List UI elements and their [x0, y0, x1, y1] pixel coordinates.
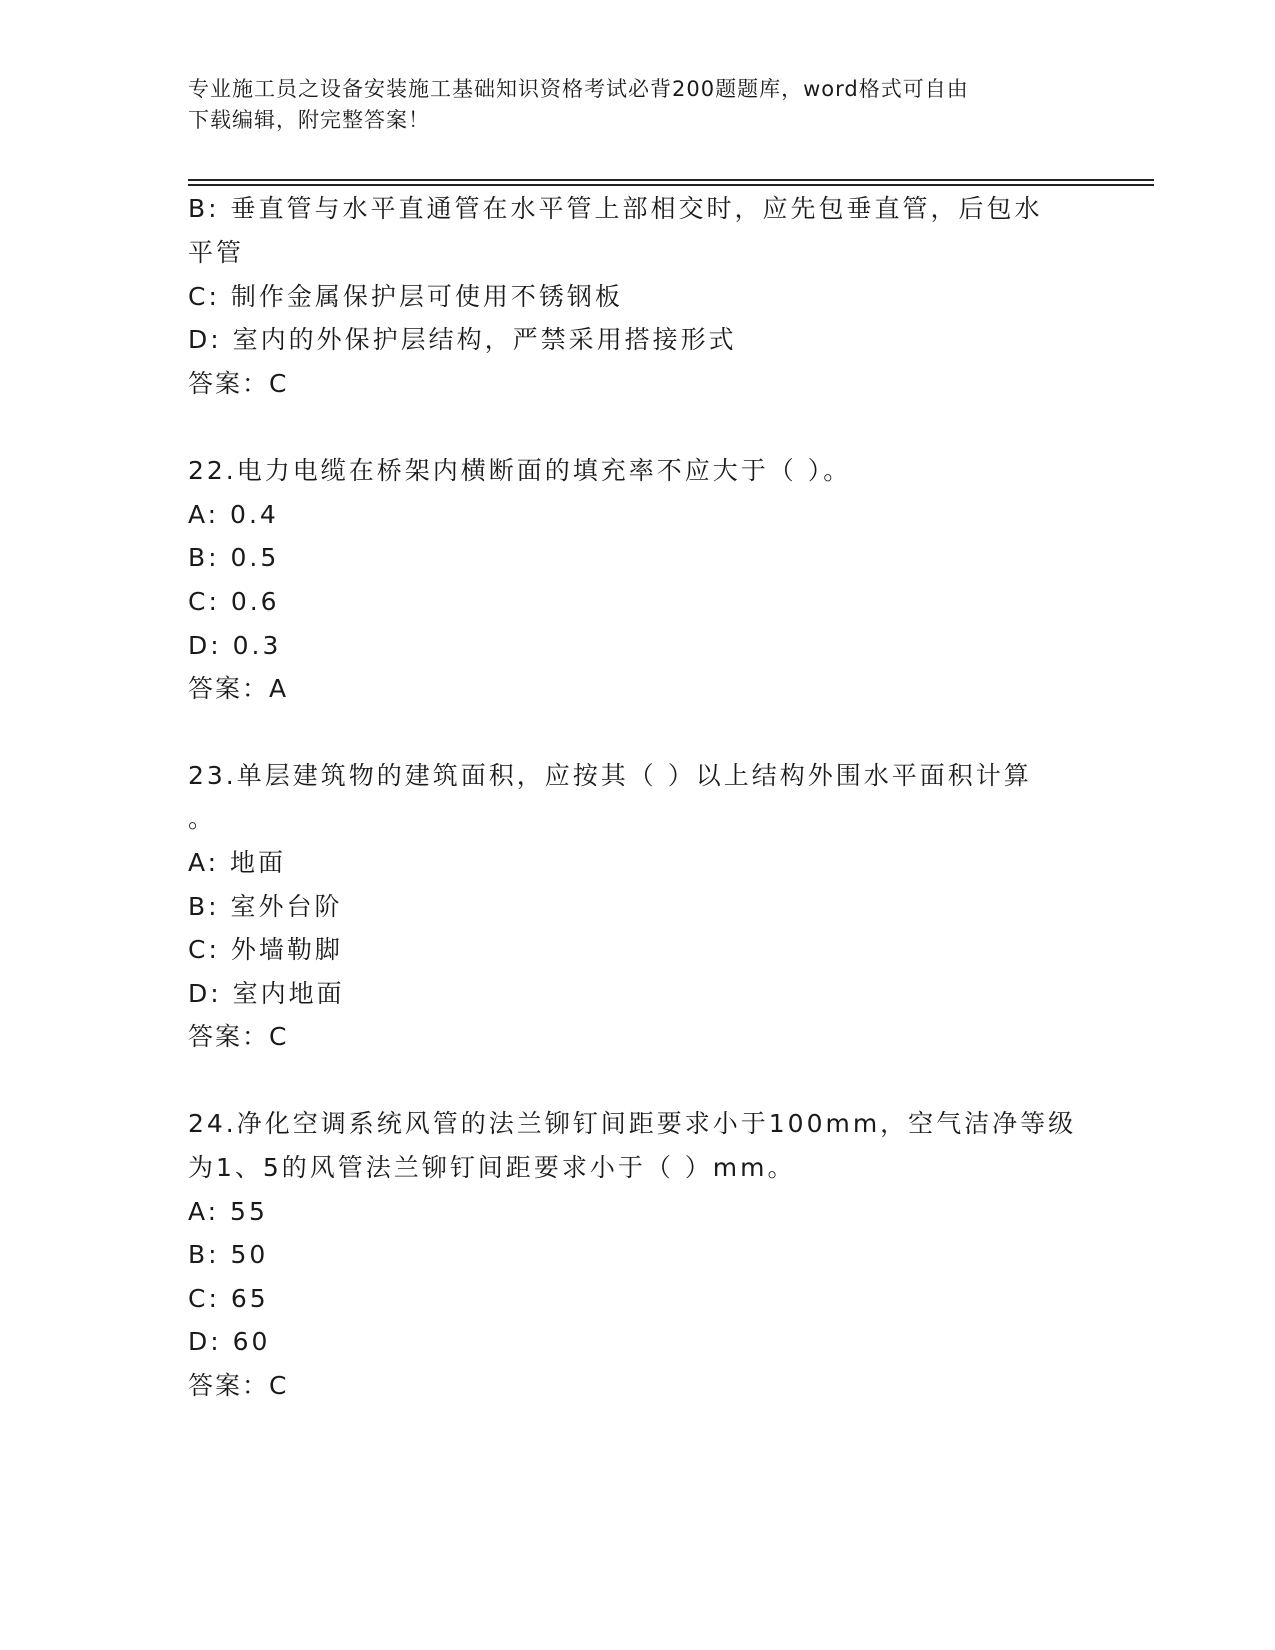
q23-option-b: B: 室外台阶 [188, 892, 343, 921]
header-divider-bottom [188, 184, 1154, 186]
q22-option-c: C: 0.6 [188, 587, 280, 616]
document-header [188, 74, 1068, 136]
q23-question-line-2: 。 [188, 804, 217, 833]
q23-option-a: A: 地面 [188, 848, 287, 877]
q24-option-b: B: 50 [188, 1240, 269, 1269]
q23-answer: 答案：C [188, 1022, 289, 1051]
q22-question: 22.电力电缆在桥架内横断面的填充率不应大于（ ）。 [188, 456, 852, 485]
q22-option-b: B: 0.5 [188, 543, 280, 572]
q22-option-a: A: 0.4 [188, 500, 279, 529]
q21-option-b-line-1: B: 垂直管与水平直通管在水平管上部相交时，应先包垂直管，后包水 [188, 194, 1043, 223]
header-title-line-2: 下载编辑，附完整答案！ [188, 108, 430, 132]
q24-option-a: A: 55 [188, 1197, 268, 1226]
q23-question-line-1: 23.单层建筑物的建筑面积，应按其（ ）以上结构外围水平面积计算 [188, 761, 1032, 790]
header-divider-top [188, 179, 1154, 181]
q21-answer: 答案：C [188, 369, 289, 398]
q21-option-c: C: 制作金属保护层可使用不锈钢板 [188, 282, 623, 311]
q21-option-d: D: 室内的外保护层结构，严禁采用搭接形式 [188, 325, 737, 354]
q24-question-line-2: 为1、5的风管法兰铆钉间距要求小于（ ）mm。 [188, 1153, 796, 1182]
q24-question-line-1: 24.净化空调系统风管的法兰铆钉间距要求小于100mm，空气洁净等级 [188, 1109, 1077, 1138]
header-title-line-1: 专业施工员之设备安装施工基础知识资格考试必背200题题库，word格式可自由 [188, 77, 969, 101]
q24-answer: 答案：C [188, 1371, 289, 1400]
q24-option-c: C: 65 [188, 1284, 269, 1313]
q23-option-d: D: 室内地面 [188, 979, 345, 1008]
q21-option-b-line-2: 平管 [188, 238, 245, 267]
q23-option-c: C: 外墙勒脚 [188, 935, 343, 964]
q24-option-d: D: 60 [188, 1327, 271, 1356]
q22-option-d: D: 0.3 [188, 631, 282, 660]
q22-answer: 答案：A [188, 674, 289, 703]
